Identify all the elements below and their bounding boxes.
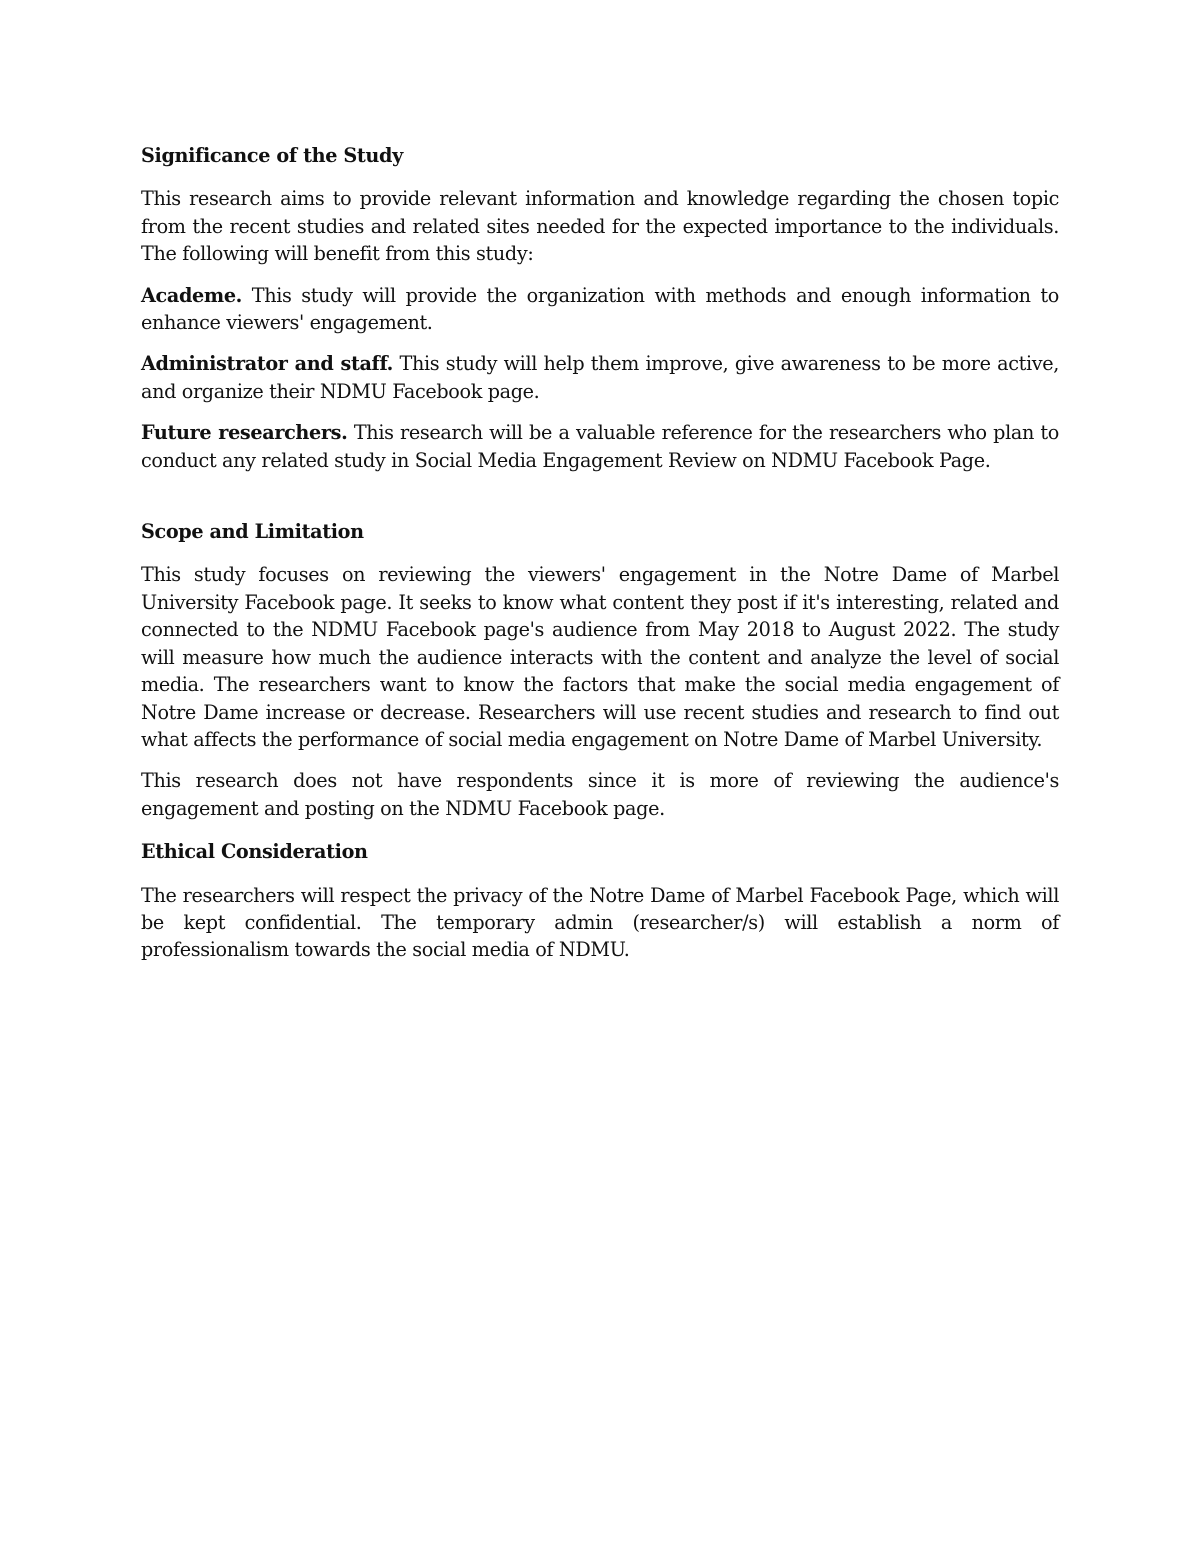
beneficiary-text: This study will help them improve, give awareness to be more active, and organize their NDMU Facebook page. (141, 352, 1059, 403)
beneficiary-lead: Academe. (141, 283, 243, 307)
paragraph: This study focuses on reviewing the viewers' engagement in the Notre Dame of Marbel University Facebook page. It seeks to know what content they post if it's interesting, related and connected to the NDMU Facebook page's audience from May 2018 to August 2022. The study will measure how much the audience interacts with the content and analyze the level of social media. The researchers want to know the factors that make the social media engagement of Notre Dame increase or decrease. Researchers will use recent studies and research to find out what affects the performance of social media engagement on Notre Dame of Marbel University. (141, 563, 1059, 751)
section-scope (141, 518, 1059, 822)
beneficiary-lead: Administrator and staff. (141, 352, 394, 376)
paragraph: The researchers will respect the privacy of the Notre Dame of Marbel Facebook Page, which will be kept confidential. The temporary admin (researcher/s) will establish a norm of professionalism towards the social media of NDMU. (141, 883, 1059, 962)
beneficiary-paragraph (141, 282, 1059, 337)
beneficiary-text: This study will provide the organization with methods and enough information to enhance viewers' engagement. (141, 283, 1059, 335)
paragraph: This research aims to provide relevant information and knowledge regarding the chosen topic from the recent studies and related sites needed for the expected importance to the individuals. The following will benefit from this study: (141, 187, 1059, 266)
beneficiary-text: This research will be a valuable reference for the researchers who plan to conduct any related study in Social Media Engagement Review on NDMU Facebook Page. (141, 421, 1059, 472)
section-heading: Scope and Limitation (141, 520, 364, 544)
beneficiary-paragraph (141, 350, 1059, 405)
beneficiary-paragraph (141, 419, 1059, 474)
paragraph: This research does not have respondents since it is more of reviewing the audience's engagement and posting on the NDMU Facebook page. (141, 769, 1059, 820)
section-significance (141, 142, 1059, 474)
section-ethics (141, 838, 1059, 964)
beneficiary-lead: Future researchers. (141, 421, 348, 445)
section-heading: Significance of the Study (141, 144, 403, 167)
section-heading: Ethical Consideration (141, 840, 368, 864)
document-page (141, 142, 1059, 964)
